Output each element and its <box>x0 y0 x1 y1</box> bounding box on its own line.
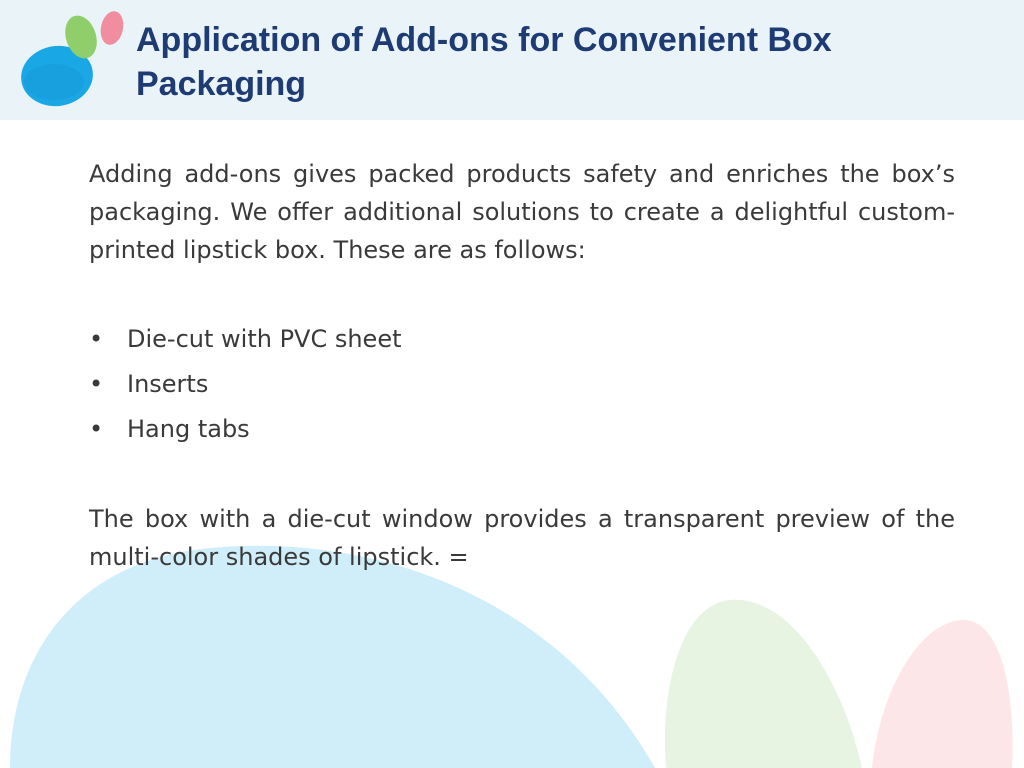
background-blue-blob <box>10 546 655 768</box>
background-pink-egg <box>872 620 1013 768</box>
closing-paragraph: The box with a die-cut window provides a transparent preview of the multi-color shades of lipstick. = <box>89 505 955 571</box>
bullet-icon: • <box>89 370 104 398</box>
bullet-icon: • <box>89 325 104 353</box>
list-item-label: Inserts <box>127 370 209 398</box>
background-green-egg <box>665 600 862 768</box>
bullet-icon: • <box>89 415 104 443</box>
list-item-label: Die-cut with PVC sheet <box>127 325 402 353</box>
bullet-list <box>89 317 955 452</box>
logo-icon <box>17 9 126 111</box>
page-title: Application of Add-ons for Convenient Box Packaging <box>136 21 832 103</box>
slide-body <box>89 155 955 576</box>
list-item <box>89 317 955 362</box>
intro-paragraph: Adding add-ons gives packed products safety and enriches the box’s packaging. We offer additional solutions to create a delightful custom-printed lipstick box. These are as follows: <box>89 160 955 264</box>
list-item <box>89 362 955 407</box>
list-item-label: Hang tabs <box>127 415 250 443</box>
list-item <box>89 407 955 452</box>
